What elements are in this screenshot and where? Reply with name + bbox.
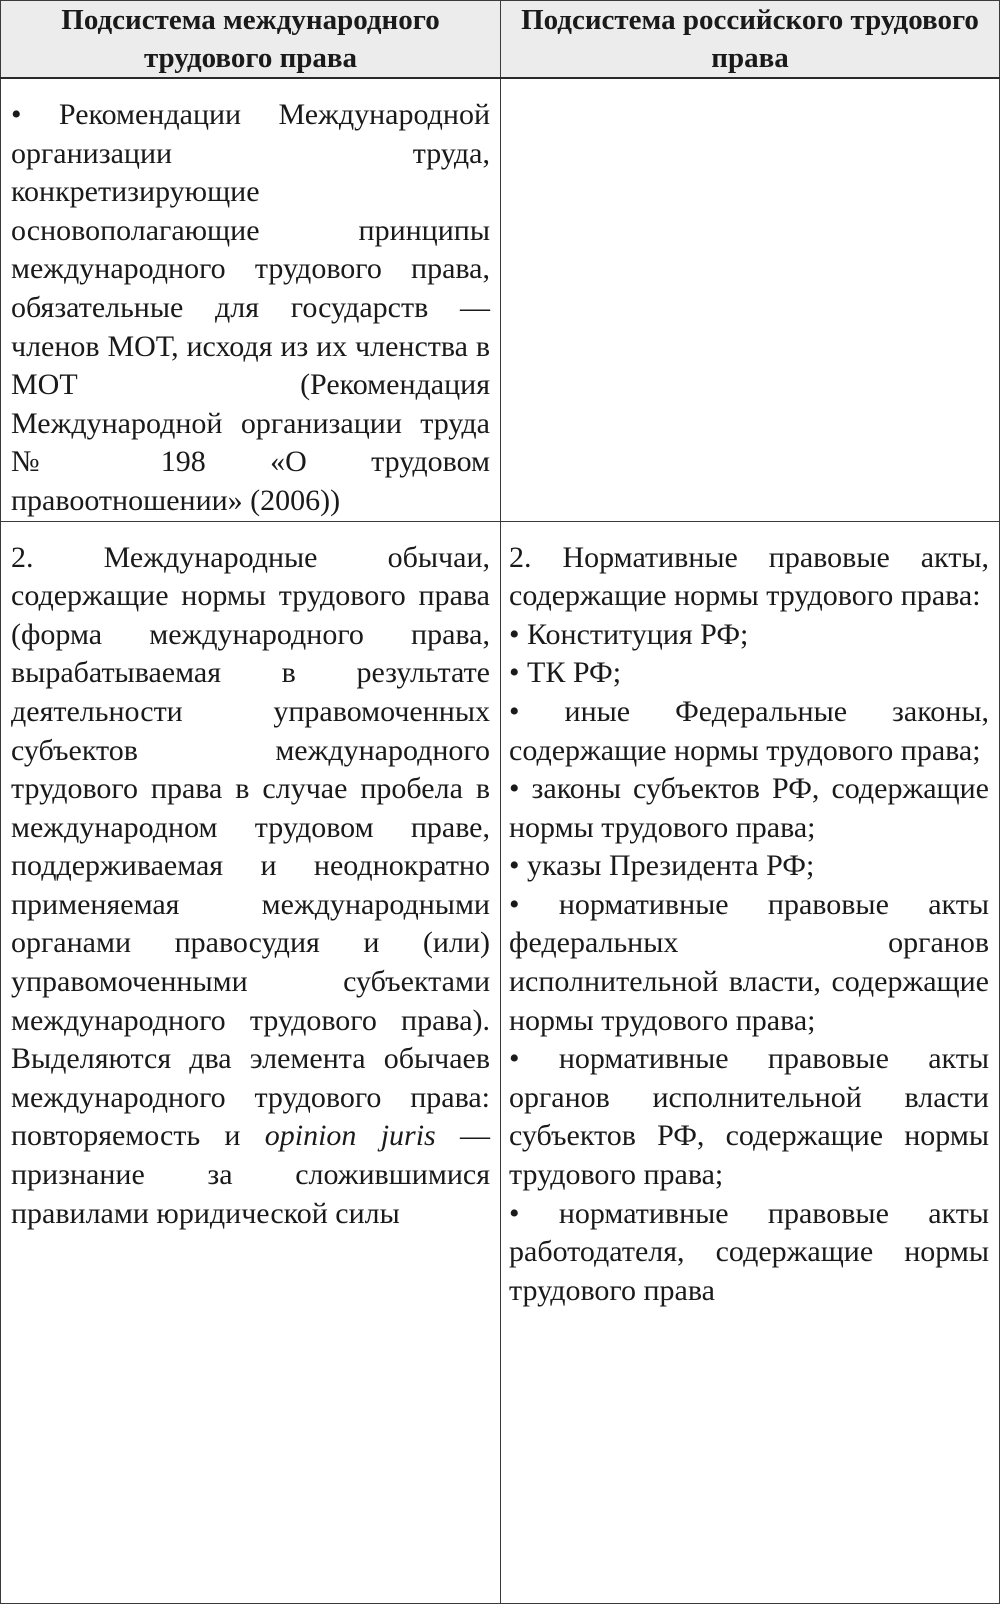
customs-text: 2. Международные обычаи, содержащие нормы трудового права (форма международного права, вырабатываемая в результате деятельности управомоченных субъектов международного трудового права в случае пробела в международном трудовом праве, поддерживаемая и неоднократно применяемая международными органами правосудия и (или) управомоченными субъектами международного трудового права). Выделяются два элемента обычаев международного трудового права: повторяемость и: [11, 540, 490, 1153]
cell-empty: [501, 78, 1000, 521]
normative-acts-intro: 2. Нормативные правовые акты, содержащие нормы трудового права:: [509, 540, 989, 613]
opinion-juris-term: opinion juris: [264, 1119, 436, 1153]
customs-text-end: — признание за сложившимися правилами юридической силы: [11, 1119, 490, 1230]
list-item: • нормативные правовые акты работодателя, содержащие нормы трудового права: [509, 1196, 989, 1307]
header-international-subsystem: Подсистема международного трудового права: [1, 1, 501, 79]
list-item: • указы Президента РФ;: [509, 849, 815, 883]
list-item: • нормативные правовые акты органов исполнительной власти субъектов РФ, содержащие нормы трудового права;: [509, 1042, 989, 1192]
header-russian-subsystem: Подсистема российского трудового права: [501, 1, 1000, 79]
table-row: [1, 521, 1000, 1603]
cell-normative-acts: [501, 521, 1000, 1603]
cell-international-customs: [1, 521, 501, 1603]
cell-ilo-recommendations: • Рекомендации Международной организации труда, конкретизирующие основополагающие принципы международного трудового права, обязательные для государств — членов МОТ, исходя из их членства в МОТ (Рекомендация Международной организации труда № 198 «О трудовом правоотношении» (2006)): [1, 78, 501, 521]
list-item: • нормативные правовые акты федеральных органов исполнительной власти, содержащие нормы трудового права;: [509, 887, 989, 1037]
table-row: [1, 78, 1000, 521]
list-item: • ТК РФ;: [509, 656, 622, 690]
list-item: • иные Федеральные законы, содержащие нормы трудового права;: [509, 694, 989, 767]
list-item: • законы субъектов РФ, содержащие нормы трудового права;: [509, 772, 989, 844]
table-header-row: [1, 1, 1000, 79]
list-item: • Конституция РФ;: [509, 617, 749, 651]
